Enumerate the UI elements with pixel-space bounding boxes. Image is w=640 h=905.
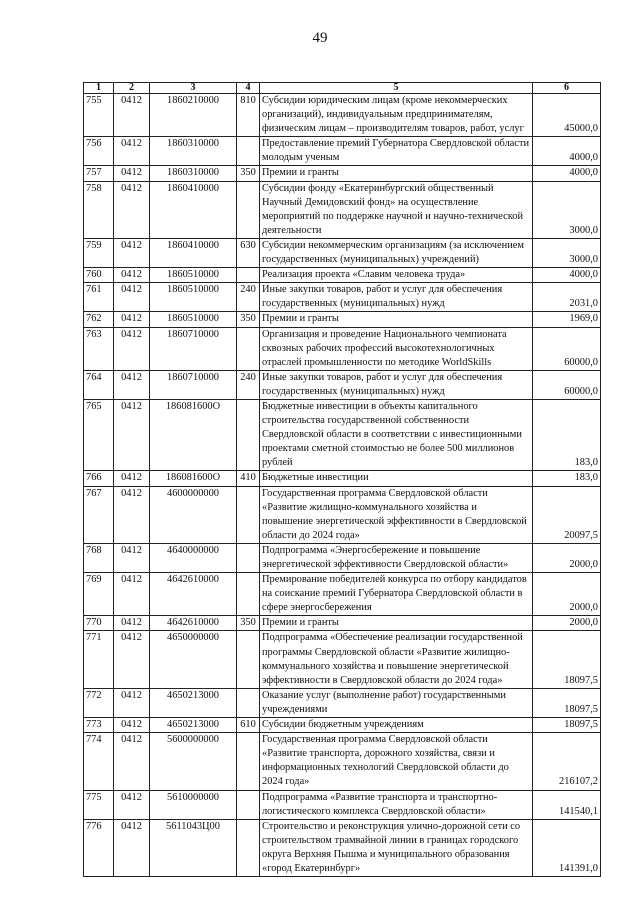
row-number: 760 (84, 268, 114, 283)
target-article-code: 5611043Ц00 (150, 819, 237, 876)
section-code: 0412 (114, 399, 150, 470)
amount: 45000,0 (533, 94, 601, 137)
expense-type-code (237, 543, 260, 572)
expense-type-code (237, 268, 260, 283)
target-article-code: 1860310000 (150, 166, 237, 181)
amount: 1969,0 (533, 312, 601, 327)
row-number: 766 (84, 471, 114, 486)
section-code: 0412 (114, 471, 150, 486)
expense-type-code: 350 (237, 312, 260, 327)
expense-type-code: 240 (237, 370, 260, 399)
amount: 141540,1 (533, 790, 601, 819)
expense-type-code: 410 (237, 471, 260, 486)
item-name: Государственная программа Свердловской области «Развитие жилищно-коммунального хозяйства и повышение энергетической эффективности в Свердловской области до 2024 года» (260, 486, 533, 543)
expense-type-code (237, 573, 260, 616)
item-name: Государственная программа Свердловской области «Развитие транспорта, дорожного хозяйства, связи и информационных технологий Свердловской области до 2024 года» (260, 733, 533, 790)
row-number: 762 (84, 312, 114, 327)
amount: 4000,0 (533, 137, 601, 166)
row-number: 755 (84, 94, 114, 137)
table-row (84, 631, 601, 688)
target-article-code: 4640000000 (150, 543, 237, 572)
header-cell: 2 (114, 83, 150, 94)
expense-type-code (237, 688, 260, 717)
table-row (84, 312, 601, 327)
table-body (84, 94, 601, 877)
row-number: 758 (84, 181, 114, 238)
table-row (84, 94, 601, 137)
target-article-code: 1860410000 (150, 181, 237, 238)
header-cell: 4 (237, 83, 260, 94)
amount: 60000,0 (533, 370, 601, 399)
item-name: Предоставление премий Губернатора Свердловской области молодым ученым (260, 137, 533, 166)
item-name: Организация и проведение Национального чемпионата сквозных рабочих профессий высокотехнологичных отраслей промышленности по методике WorldSkills (260, 327, 533, 370)
target-article-code: 186081600О (150, 471, 237, 486)
table-row (84, 790, 601, 819)
header-row (84, 83, 601, 94)
expense-type-code (237, 137, 260, 166)
item-name: Бюджетные инвестиции (260, 471, 533, 486)
row-number: 767 (84, 486, 114, 543)
table-row (84, 327, 601, 370)
table-row (84, 137, 601, 166)
section-code: 0412 (114, 718, 150, 733)
expense-type-code: 350 (237, 166, 260, 181)
item-name: Премии и гранты (260, 166, 533, 181)
table-row (84, 471, 601, 486)
section-code: 0412 (114, 819, 150, 876)
table-row (84, 166, 601, 181)
row-number: 774 (84, 733, 114, 790)
section-code: 0412 (114, 312, 150, 327)
header-cell: 6 (533, 83, 601, 94)
row-number: 773 (84, 718, 114, 733)
item-name: Подпрограмма «Обеспечение реализации государственной программы Свердловской области «Развитие жилищно-коммунального хозяйства и повышение энергетической эффективности в Свердловской области до 2024 года» (260, 631, 533, 688)
target-article-code: 1860710000 (150, 327, 237, 370)
row-number: 765 (84, 399, 114, 470)
section-code: 0412 (114, 327, 150, 370)
table-row (84, 399, 601, 470)
amount: 4000,0 (533, 166, 601, 181)
row-number: 771 (84, 631, 114, 688)
row-number: 769 (84, 573, 114, 616)
expense-type-code (237, 486, 260, 543)
expense-type-code (237, 819, 260, 876)
target-article-code: 4650000000 (150, 631, 237, 688)
section-code: 0412 (114, 688, 150, 717)
target-article-code: 4642610000 (150, 573, 237, 616)
header-cell: 1 (84, 83, 114, 94)
target-article-code: 1860310000 (150, 137, 237, 166)
table-row (84, 688, 601, 717)
item-name: Премии и гранты (260, 312, 533, 327)
expense-type-code (237, 790, 260, 819)
amount: 18097,5 (533, 631, 601, 688)
row-number: 764 (84, 370, 114, 399)
section-code: 0412 (114, 166, 150, 181)
row-number: 761 (84, 283, 114, 312)
table-row (84, 543, 601, 572)
row-number: 772 (84, 688, 114, 717)
table-row (84, 819, 601, 876)
section-code: 0412 (114, 486, 150, 543)
amount: 2000,0 (533, 616, 601, 631)
target-article-code: 1860510000 (150, 283, 237, 312)
target-article-code: 4600000000 (150, 486, 237, 543)
expense-type-code (237, 327, 260, 370)
item-name: Подпрограмма «Развитие транспорта и транспортно-логистического комплекса Свердловской области» (260, 790, 533, 819)
amount: 60000,0 (533, 327, 601, 370)
row-number: 775 (84, 790, 114, 819)
section-code: 0412 (114, 181, 150, 238)
amount: 20097,5 (533, 486, 601, 543)
expense-type-code: 810 (237, 94, 260, 137)
target-article-code: 4650213000 (150, 688, 237, 717)
table-row (84, 486, 601, 543)
expense-type-code (237, 399, 260, 470)
table-row (84, 718, 601, 733)
page-number: 49 (312, 30, 328, 46)
target-article-code: 1860210000 (150, 94, 237, 137)
expense-type-code (237, 631, 260, 688)
amount: 183,0 (533, 399, 601, 470)
target-article-code: 186081600О (150, 399, 237, 470)
table-row (84, 370, 601, 399)
item-name: Премирование победителей конкурса по отбору кандидатов на соискание премий Губернатора Свердловской области в сфере энергосбережения (260, 573, 533, 616)
item-name: Оказание услуг (выполнение работ) государственными учреждениями (260, 688, 533, 717)
amount: 2000,0 (533, 573, 601, 616)
target-article-code: 5610000000 (150, 790, 237, 819)
item-name: Премии и гранты (260, 616, 533, 631)
item-name: Субсидии некоммерческим организациям (за исключением государственных (муниципальных) учреждений) (260, 238, 533, 267)
amount: 183,0 (533, 471, 601, 486)
budget-table (83, 82, 601, 877)
section-code: 0412 (114, 370, 150, 399)
target-article-code: 5600000000 (150, 733, 237, 790)
section-code: 0412 (114, 543, 150, 572)
section-code: 0412 (114, 94, 150, 137)
amount: 3000,0 (533, 181, 601, 238)
target-article-code: 4642610000 (150, 616, 237, 631)
table-row (84, 573, 601, 616)
amount: 18097,5 (533, 718, 601, 733)
target-article-code: 1860510000 (150, 312, 237, 327)
table-row (84, 268, 601, 283)
table-row (84, 733, 601, 790)
amount: 2000,0 (533, 543, 601, 572)
section-code: 0412 (114, 733, 150, 790)
amount: 18097,5 (533, 688, 601, 717)
row-number: 776 (84, 819, 114, 876)
header-cell: 3 (150, 83, 237, 94)
amount: 141391,0 (533, 819, 601, 876)
section-code: 0412 (114, 616, 150, 631)
section-code: 0412 (114, 283, 150, 312)
target-article-code: 1860710000 (150, 370, 237, 399)
item-name: Реализация проекта «Славим человека труда» (260, 268, 533, 283)
target-article-code: 4650213000 (150, 718, 237, 733)
section-code: 0412 (114, 137, 150, 166)
expense-type-code: 240 (237, 283, 260, 312)
header-cell: 5 (260, 83, 533, 94)
table-row (84, 238, 601, 267)
row-number: 756 (84, 137, 114, 166)
item-name: Бюджетные инвестиции в объекты капитального строительства государственной собственности Свердловской области в соответствии с инвестиционными проектами сметной стоимостью не более 500 миллионов рублей (260, 399, 533, 470)
row-number: 770 (84, 616, 114, 631)
table-row (84, 283, 601, 312)
row-number: 759 (84, 238, 114, 267)
section-code: 0412 (114, 238, 150, 267)
table-row (84, 616, 601, 631)
item-name: Субсидии бюджетным учреждениям (260, 718, 533, 733)
expense-type-code (237, 181, 260, 238)
item-name: Субсидии фонду «Екатеринбургский общественный Научный Демидовский фонд» на осуществление мероприятий по поддержке научной и научно-технической деятельности (260, 181, 533, 238)
item-name: Субсидии юридическим лицам (кроме некоммерческих организаций), индивидуальным предпринимателям, физическим лицам – производителям товаров, работ, услуг (260, 94, 533, 137)
target-article-code: 1860410000 (150, 238, 237, 267)
expense-type-code: 630 (237, 238, 260, 267)
section-code: 0412 (114, 631, 150, 688)
target-article-code: 1860510000 (150, 268, 237, 283)
section-code: 0412 (114, 268, 150, 283)
amount: 2031,0 (533, 283, 601, 312)
section-code: 0412 (114, 790, 150, 819)
expense-type-code (237, 733, 260, 790)
table-row (84, 181, 601, 238)
amount: 216107,2 (533, 733, 601, 790)
item-name: Иные закупки товаров, работ и услуг для обеспечения государственных (муниципальных) нужд (260, 283, 533, 312)
item-name: Подпрограмма «Энергосбережение и повышение энергетической эффективности Свердловской области» (260, 543, 533, 572)
amount: 3000,0 (533, 238, 601, 267)
item-name: Строительство и реконструкция улично-дорожной сети со строительством трамвайной линии в границах городского округа Верхняя Пышма и муниципального образования «город Екатеринбург» (260, 819, 533, 876)
amount: 4000,0 (533, 268, 601, 283)
item-name: Иные закупки товаров, работ и услуг для обеспечения государственных (муниципальных) нужд (260, 370, 533, 399)
row-number: 757 (84, 166, 114, 181)
row-number: 768 (84, 543, 114, 572)
row-number: 763 (84, 327, 114, 370)
expense-type-code: 610 (237, 718, 260, 733)
expense-type-code: 350 (237, 616, 260, 631)
section-code: 0412 (114, 573, 150, 616)
